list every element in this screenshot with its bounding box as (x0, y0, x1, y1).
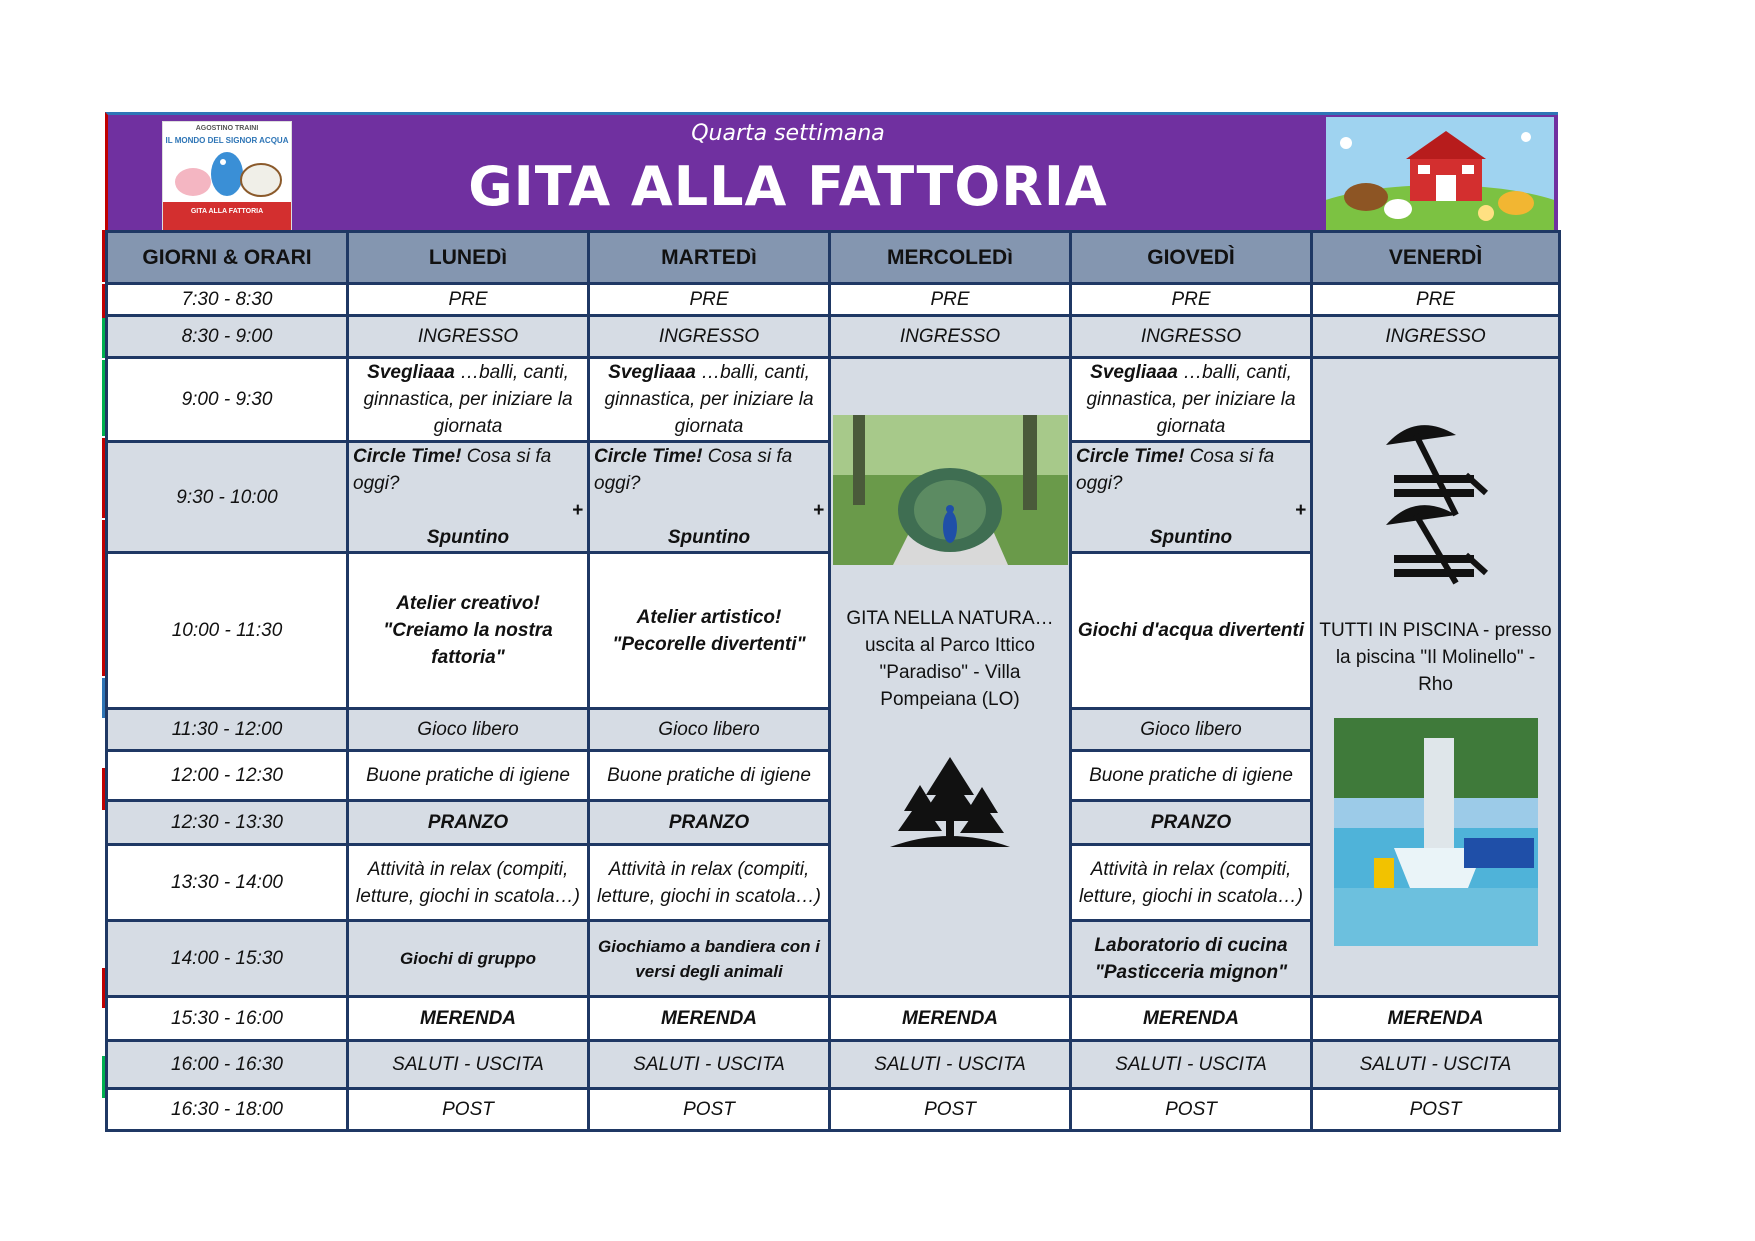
table-row (107, 1089, 1560, 1131)
cell-saluti: SALUTI - USCITA (1312, 1041, 1560, 1089)
time-cell: 16:00 - 16:30 (107, 1041, 348, 1089)
time-cell: 14:00 - 15:30 (107, 921, 348, 997)
peacock-photo (833, 415, 1068, 565)
cell-ingresso: INGRESSO (348, 316, 589, 358)
header-row (107, 232, 1560, 284)
cell-circle-time (589, 442, 830, 553)
time-cell: 10:00 - 11:30 (107, 553, 348, 709)
sveglia-text: …balli, canti, ginnastica, per iniziare la giornata (1086, 362, 1296, 437)
cell-igiene: Buone pratiche di igiene (348, 751, 589, 801)
schedule-table (105, 230, 1561, 1132)
circle-bold: Circle Time! (1076, 446, 1185, 467)
title-banner (105, 112, 1558, 230)
cell-saluti: SALUTI - USCITA (348, 1041, 589, 1089)
time-cell: 15:30 - 16:00 (107, 997, 348, 1041)
plus-sign: + (812, 500, 824, 521)
wednesday-trip-cell (830, 358, 1071, 997)
cell-ingresso: INGRESSO (830, 316, 1071, 358)
forest-icon (831, 755, 1069, 855)
col-header-monday: LUNEDì (348, 232, 589, 284)
cell-tuesday-afternoon: Giochiamo a bandiera con i versi degli animali (589, 921, 830, 997)
farm-image (1326, 117, 1554, 230)
table-row (107, 284, 1560, 316)
farm-illustration (1326, 117, 1554, 230)
cell-merenda: MERENDA (1312, 997, 1560, 1041)
sveglia-bold: Svegliaaa (1090, 362, 1178, 383)
week-subtitle: Quarta settimana (691, 121, 885, 146)
time-cell: 11:30 - 12:00 (107, 709, 348, 751)
cell-igiene: Buone pratiche di igiene (589, 751, 830, 801)
cell-post: POST (348, 1089, 589, 1131)
cell-ingresso: INGRESSO (1312, 316, 1560, 358)
cell-merenda: MERENDA (830, 997, 1071, 1041)
friday-pool-cell (1312, 358, 1560, 997)
col-header-friday: VENERDÌ (1312, 232, 1560, 284)
col-header-tuesday: MARTEDì (589, 232, 830, 284)
friday-pool-text: TUTTI IN PISCINA - presso la piscina "Il Molinello" - Rho (1319, 620, 1552, 695)
cell-sveglia (1071, 358, 1312, 442)
cell-relax: Attività in relax (compiti, letture, giochi in scatola…) (348, 845, 589, 921)
book-author: AGOSTINO TRAINI (195, 125, 259, 132)
cell-igiene: Buone pratiche di igiene (1071, 751, 1312, 801)
time-cell: 9:00 - 9:30 (107, 358, 348, 442)
cell-sveglia (589, 358, 830, 442)
table-row (107, 358, 1560, 442)
cell-post: POST (589, 1089, 830, 1131)
book-series: IL MONDO DEL SIGNOR ACQUA (165, 136, 289, 145)
cell-relax: Attività in relax (compiti, letture, giochi in scatola…) (589, 845, 830, 921)
cell-gioco-libero: Gioco libero (1071, 709, 1312, 751)
table-row (107, 1041, 1560, 1089)
time-cell: 12:30 - 13:30 (107, 801, 348, 845)
cell-pranzo: PRANZO (1071, 801, 1312, 845)
cell-monday-atelier: Atelier creativo! "Creiamo la nostra fattoria" (348, 553, 589, 709)
cell-saluti: SALUTI - USCITA (1071, 1041, 1312, 1089)
cell-tuesday-atelier: Atelier artistico! "Pecorelle divertenti" (589, 553, 830, 709)
cell-pre: PRE (1071, 284, 1312, 316)
cell-merenda: MERENDA (348, 997, 589, 1041)
cell-pre: PRE (830, 284, 1071, 316)
cell-relax: Attività in relax (compiti, letture, giochi in scatola…) (1071, 845, 1312, 921)
cell-pranzo: PRANZO (589, 801, 830, 845)
plus-sign: + (1294, 500, 1306, 521)
cell-pranzo: PRANZO (348, 801, 589, 845)
cell-pre: PRE (589, 284, 830, 316)
spuntino: Spuntino (1149, 527, 1233, 548)
book-title: GITA ALLA FATTORIA (190, 208, 264, 215)
sveglia-bold: Svegliaaa (608, 362, 696, 383)
cell-merenda: MERENDA (1071, 997, 1312, 1041)
spuntino: Spuntino (426, 527, 510, 548)
time-cell: 13:30 - 14:00 (107, 845, 348, 921)
cell-ingresso: INGRESSO (1071, 316, 1312, 358)
sveglia-text: …balli, canti, ginnastica, per iniziare la giornata (363, 362, 573, 437)
circle-bold: Circle Time! (594, 446, 703, 467)
time-cell: 12:00 - 12:30 (107, 751, 348, 801)
cell-gioco-libero: Gioco libero (348, 709, 589, 751)
circle-text: Cosa si fa oggi? (594, 446, 793, 494)
wednesday-trip-text: GITA NELLA NATURA…uscita al Parco Ittico "Paradiso" - Villa Pompeiana (LO) (846, 608, 1054, 710)
schedule-sheet (105, 112, 1558, 1120)
cell-gioco-libero: Gioco libero (589, 709, 830, 751)
cell-saluti: SALUTI - USCITA (589, 1041, 830, 1089)
col-header-times: GIORNI & ORARI (107, 232, 348, 284)
table-row (107, 316, 1560, 358)
cell-pre: PRE (1312, 284, 1560, 316)
circle-text: Cosa si fa oggi? (1076, 446, 1275, 494)
cell-merenda: MERENDA (589, 997, 830, 1041)
sveglia-bold: Svegliaaa (367, 362, 455, 383)
time-cell: 16:30 - 18:00 (107, 1089, 348, 1131)
cell-circle-time (1071, 442, 1312, 553)
plus-sign: + (571, 500, 583, 521)
cell-ingresso: INGRESSO (589, 316, 830, 358)
time-cell: 8:30 - 9:00 (107, 316, 348, 358)
page-title: GITA ALLA FATTORIA (468, 155, 1108, 218)
pool-photo (1334, 718, 1538, 946)
col-header-wednesday: MERCOLEDì (830, 232, 1071, 284)
cell-sveglia (348, 358, 589, 442)
cell-pre: PRE (348, 284, 589, 316)
spuntino: Spuntino (667, 527, 751, 548)
col-header-thursday: GIOVEDÌ (1071, 232, 1312, 284)
sveglia-text: …balli, canti, ginnastica, per iniziare la giornata (604, 362, 814, 437)
beach-umbrella-icon (1313, 415, 1558, 585)
table-row (107, 997, 1560, 1041)
cell-post: POST (1071, 1089, 1312, 1131)
circle-text: Cosa si fa oggi? (353, 446, 552, 494)
cell-post: POST (1312, 1089, 1560, 1131)
cell-thursday-afternoon: Laboratorio di cucina "Pasticceria mignon" (1071, 921, 1312, 997)
time-cell: 7:30 - 8:30 (107, 284, 348, 316)
cell-monday-afternoon: Giochi di gruppo (348, 921, 589, 997)
circle-bold: Circle Time! (353, 446, 462, 467)
cell-post: POST (830, 1089, 1071, 1131)
cell-circle-time (348, 442, 589, 553)
time-cell: 9:30 - 10:00 (107, 442, 348, 553)
cell-saluti: SALUTI - USCITA (830, 1041, 1071, 1089)
cell-thursday-atelier: Giochi d'acqua divertenti (1071, 553, 1312, 709)
